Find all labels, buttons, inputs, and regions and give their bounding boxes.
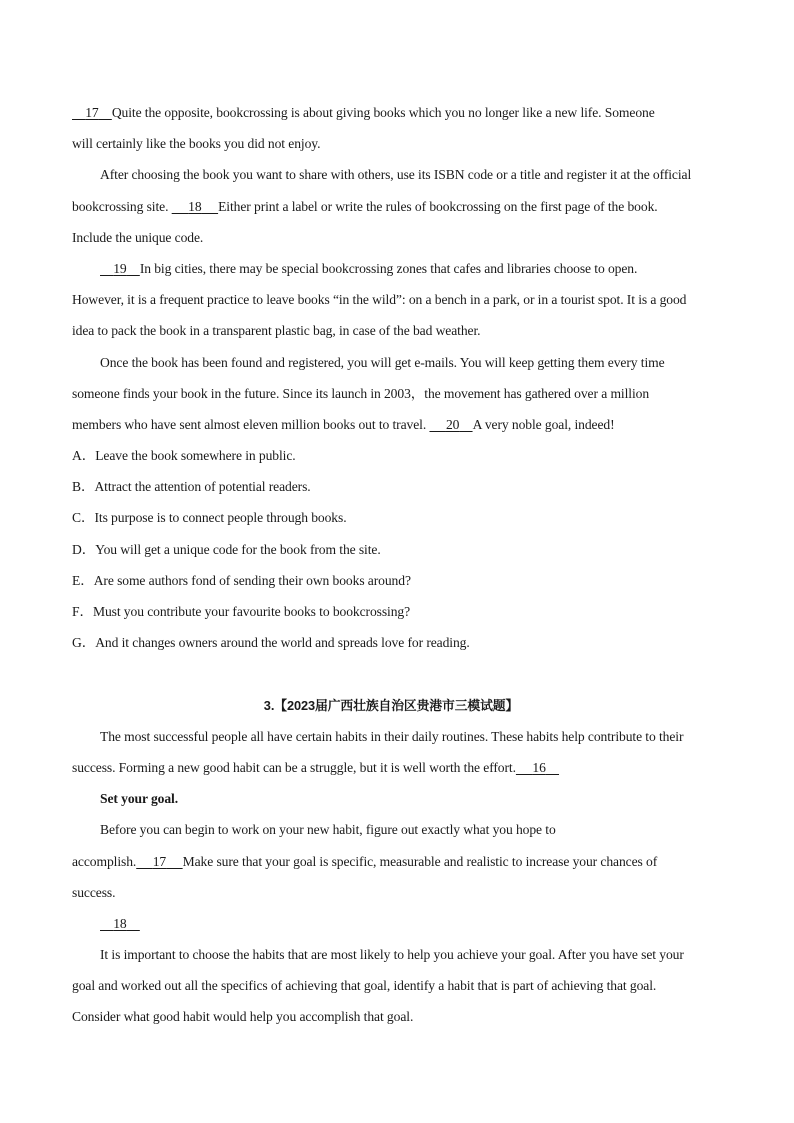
text-line: The most successful people all have certain habits in their daily routines. These habits help contribute to their [100, 728, 684, 744]
text-line [72, 908, 722, 939]
answer-blank[interactable]: 17 [85, 105, 99, 120]
text-line: Consider what good habit would help you accomplish that goal. [72, 1009, 414, 1025]
option-c: C．Its purpose is to connect people through books. [72, 510, 347, 526]
text-line: accomplish. 17 Make sure that your goal is specific, measurable and realistic to increase your chances of [72, 846, 722, 877]
answer-blank[interactable]: 17 [152, 853, 167, 869]
text-line: It is important to choose the habits that are most likely to help you achieve your goal. After you have set your [100, 947, 684, 963]
text-line: idea to pack the book in a transparent plastic bag, in case of the bad weather. [72, 323, 481, 339]
text-line: will certainly like the books you did not enjoy. [72, 136, 321, 152]
text-line: members who have sent almost eleven million books out to travel. 20 A very noble goal, indeed! [72, 409, 722, 440]
option-g: G．And it changes owners around the world and spreads love for reading. [72, 635, 470, 651]
text-line: 19 In big cities, there may be special bookcrossing zones that cafes and libraries choose to open. [72, 253, 722, 284]
answer-blank[interactable]: 18 [188, 198, 202, 214]
text-line: After choosing the book you want to share with others, use its ISBN code or a title and register it at the official [100, 167, 692, 183]
document-content [72, 97, 722, 1033]
option-b: B．Attract the attention of potential readers. [72, 479, 311, 495]
text-line: Once the book has been found and registered, you will get e-mails. You will keep getting them every time [100, 354, 665, 370]
answer-blank[interactable]: 18 [113, 915, 127, 931]
text-line: success. Forming a new good habit can be a struggle, but it is well worth the effort. 16 [72, 752, 722, 783]
text-line: goal and worked out all the specifics of achieving that goal, identify a habit that is part of achieving that goal. [72, 978, 657, 994]
text-line: success. [72, 884, 116, 900]
text-line: bookcrossing site. 18 Either print a label or write the rules of bookcrossing on the first page of the book. [72, 191, 722, 222]
option-f: F．Must you contribute your favourite books to bookcrossing? [72, 604, 411, 619]
text-line: However, it is a frequent practice to leave books “in the wild”: on a bench in a park, or in a tourist spot. It is a good [72, 292, 687, 308]
answer-blank[interactable]: 20 [445, 416, 460, 432]
answer-blank[interactable]: 16 [532, 759, 546, 775]
answer-blank[interactable]: 19 [113, 260, 127, 276]
option-e: E．Are some authors fond of sending their own books around? [72, 572, 411, 588]
section-spacer [72, 658, 722, 689]
option-d: D．You will get a unique code for the book from the site. [72, 541, 381, 557]
text-line: Include the unique code. [72, 229, 204, 245]
section-heading: 3.【2023届广西壮族自治区贵港市三模试题】 [263, 697, 519, 713]
subheading: Set your goal. [100, 791, 179, 807]
text-line: someone finds your book in the future. Since its launch in 2003，the movement has gathered over a million [72, 385, 650, 401]
option-a: A．Leave the book somewhere in public. [72, 448, 296, 464]
text-line: 17 Quite the opposite, bookcrossing is about giving books which you no longer like a new life. Someone [72, 97, 722, 128]
text-line: Before you can begin to work on your new habit, figure out exactly what you hope to [100, 822, 556, 838]
